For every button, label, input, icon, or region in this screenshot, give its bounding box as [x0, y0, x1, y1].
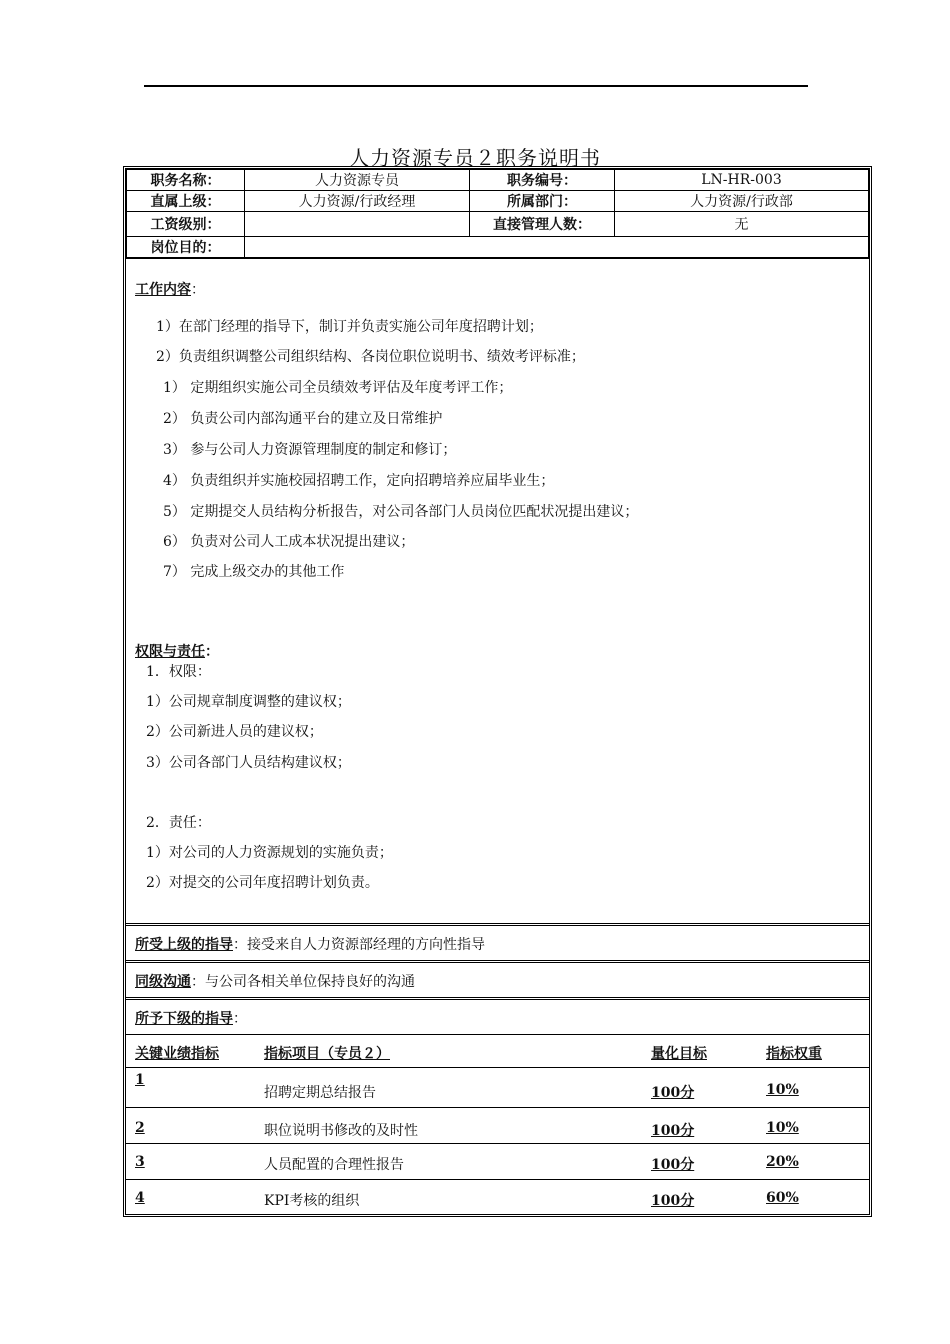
- table-row: [126, 1108, 869, 1144]
- authority-line: 2）公司新进人员的建议权；: [146, 724, 323, 740]
- authority-line: 2．责任：: [146, 815, 211, 831]
- subordinate-guidance-text: ：: [233, 1011, 247, 1027]
- job-description-form: [123, 166, 872, 1217]
- authority-heading-line: 权限与责任：: [135, 644, 219, 660]
- peer-communication-label: 同级沟通: [135, 974, 191, 990]
- purpose-label: 岗位目的：: [127, 237, 245, 258]
- authority-heading: 权限与责任: [135, 644, 205, 660]
- kpi-weight: 60%: [757, 1180, 869, 1214]
- superior-label: 直属上级：: [127, 191, 245, 212]
- work-item: 2） 负责公司内部沟通平台的建立及日常维护: [163, 411, 443, 427]
- managed-value: 无: [615, 212, 869, 237]
- authority-line: 1．权限：: [146, 664, 211, 680]
- work-item: 6） 负责对公司人工成本状况提出建议；: [163, 534, 415, 550]
- dept-value: 人力资源/行政部: [615, 191, 869, 212]
- kpi-no: 3: [126, 1144, 255, 1180]
- superior-guidance-text: ：接受来自人力资源部经理的方向性指导: [233, 937, 485, 953]
- job-name-value: 人力资源专员: [245, 170, 470, 191]
- work-heading-line: 工作内容：: [135, 282, 205, 298]
- work-item: 3） 参与公司人力资源管理制度的制定和修订；: [163, 442, 457, 458]
- authority-line: 2）对提交的公司年度招聘计划负责。: [146, 875, 379, 891]
- purpose-value: [245, 237, 869, 258]
- kpi-weight: 10%: [757, 1108, 869, 1144]
- superior-value: 人力资源/行政经理: [245, 191, 470, 212]
- kpi-weight: 10%: [757, 1068, 869, 1108]
- kpi-target: 100分: [642, 1180, 757, 1214]
- kpi-header: 量化目标: [642, 1035, 757, 1068]
- kpi-target: 100分: [642, 1068, 757, 1108]
- table-row: [126, 1144, 869, 1180]
- subordinate-guidance-row: [126, 997, 869, 1034]
- dept-label: 所属部门：: [470, 191, 615, 212]
- peer-communication-row: [126, 960, 869, 997]
- authority-line: 1）对公司的人力资源规划的实施负责；: [146, 845, 393, 861]
- superior-guidance-label: 所受上级的指导: [135, 937, 233, 953]
- header-table: [126, 169, 869, 258]
- work-item: 1） 定期组织实施公司全员绩效考评估及年度考评工作；: [163, 380, 513, 396]
- kpi-item: 职位说明书修改的及时性: [255, 1108, 642, 1144]
- kpi-header: 指标项目（专员２）: [255, 1035, 642, 1068]
- work-item: 1）在部门经理的指导下，制订并负责实施公司年度招聘计划；: [156, 319, 543, 335]
- work-item: 2）负责组织调整公司组织结构、各岗位职位说明书、绩效考评标准；: [156, 349, 585, 365]
- kpi-no: 1: [126, 1068, 255, 1108]
- authority-line: 3）公司各部门人员结构建议权；: [146, 755, 351, 771]
- kpi-header: 关键业绩指标: [126, 1035, 255, 1068]
- kpi-target: 100分: [642, 1108, 757, 1144]
- document-title: 人力资源专员２职务说明书: [349, 146, 601, 170]
- work-item: 7） 完成上级交办的其他工作: [163, 564, 345, 580]
- work-item: 4） 负责组织并实施校园招聘工作，定向招聘培养应届毕业生；: [163, 473, 555, 489]
- top-rule: [144, 85, 808, 87]
- salary-label: 工资级别：: [127, 212, 245, 237]
- job-no-label: 职务编号：: [470, 170, 615, 191]
- kpi-item: 人员配置的合理性报告: [255, 1144, 642, 1180]
- kpi-no: 4: [126, 1180, 255, 1214]
- managed-label: 直接管理人数：: [470, 212, 615, 237]
- table-row: [126, 1180, 869, 1214]
- kpi-table: [126, 1034, 869, 1214]
- kpi-target: 100分: [642, 1144, 757, 1180]
- subordinate-guidance-label: 所予下级的指导: [135, 1011, 233, 1027]
- kpi-header: 指标权重: [757, 1035, 869, 1068]
- kpi-weight: 20%: [757, 1144, 869, 1180]
- table-row: [126, 1068, 869, 1108]
- kpi-no: 2: [126, 1108, 255, 1144]
- salary-value: [245, 212, 470, 237]
- job-name-label: 职务名称：: [127, 170, 245, 191]
- kpi-item: KPI考核的组织: [255, 1180, 642, 1214]
- work-item: 5） 定期提交人员结构分析报告，对公司各部门人员岗位匹配状况提出建议；: [163, 504, 639, 520]
- authority-line: 1）公司规章制度调整的建议权；: [146, 694, 351, 710]
- peer-communication-text: ：与公司各相关单位保持良好的沟通: [191, 974, 415, 990]
- kpi-item: 招聘定期总结报告: [255, 1068, 642, 1108]
- superior-guidance-row: [126, 923, 869, 960]
- work-heading: 工作内容: [135, 282, 191, 298]
- responsibilities-section: [126, 258, 869, 923]
- job-no-value: LN-HR-003: [615, 170, 869, 191]
